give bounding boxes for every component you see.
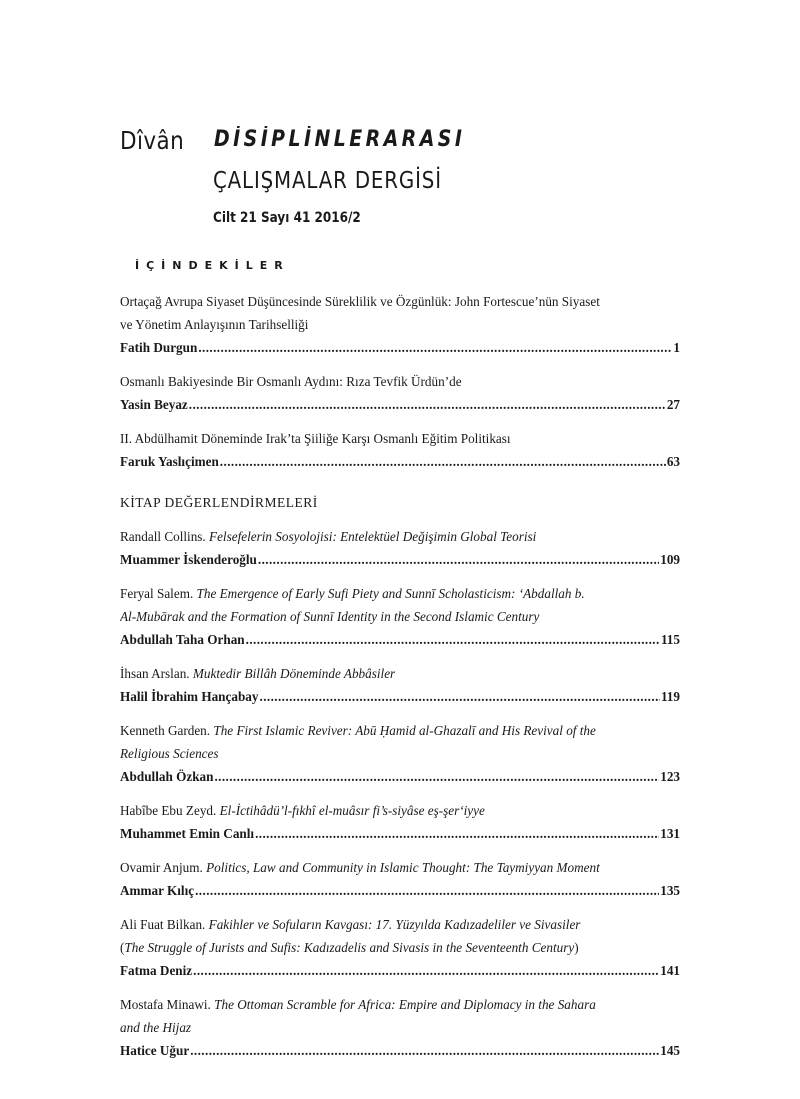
entry-title-line	[120, 719, 680, 742]
entry-author: Yasin Beyaz	[120, 397, 188, 412]
entry-author-row[interactable]	[120, 628, 680, 651]
entry-title-text: Habîbe Ebu Zeyd.	[120, 803, 220, 818]
entry-title-italic: and the Hijaz	[120, 1020, 192, 1035]
entry-author: Muammer İskenderoğlu	[120, 552, 257, 567]
entry-title-text: ve Yönetim Anlayışının Tarihselliği	[120, 317, 309, 332]
entry-title-line	[120, 799, 680, 822]
entry-title-italic: The Ottoman Scramble for Africa: Empire and Diplomacy in the Sahara	[214, 997, 596, 1012]
entry-title-text: Feryal Salem.	[120, 586, 197, 601]
entry-page-number: 141	[660, 963, 680, 978]
review-entry	[120, 525, 680, 571]
entry-author: Abdullah Taha Orhan	[120, 632, 245, 647]
entry-title-line	[120, 582, 680, 605]
entry-title-text: İhsan Arslan.	[120, 666, 193, 681]
entry-title-line	[120, 290, 680, 313]
entry-author: Halil İbrahim Hançabay	[120, 689, 259, 704]
entry-title-text: II. Abdülhamit Döneminde Irak’ta Şiiliğe Karşı Osmanlı Eğitim Politikası	[120, 431, 511, 446]
entry-title-text: (	[120, 940, 125, 955]
entry-author-row[interactable]	[120, 336, 680, 359]
leader-dots	[190, 1039, 659, 1062]
entry-page-number: 145	[660, 1043, 680, 1058]
entry-title-line	[120, 742, 680, 765]
entry-title-line	[120, 936, 680, 959]
entry-page-number: 63	[666, 454, 680, 469]
entry-page-number: 1	[673, 340, 680, 355]
review-entry	[120, 856, 680, 902]
leader-dots	[195, 879, 659, 902]
entry-title-line	[120, 370, 680, 393]
entry-title-line	[120, 913, 680, 936]
entry-author: Faruk Yaslıçimen	[120, 454, 219, 469]
entry-author-row[interactable]	[120, 393, 680, 416]
entry-title-italic: Religious Sciences	[120, 746, 219, 761]
reviews-list	[120, 525, 680, 1062]
issue-info: Cilt 21 Sayı 41 2016/2	[213, 210, 361, 226]
entry-author: Muhammet Emin Canlı	[120, 826, 255, 841]
entry-author: Fatih Durgun	[120, 340, 198, 355]
entry-author-row[interactable]	[120, 685, 680, 708]
leader-dots	[260, 685, 660, 708]
entry-title-text: Ovamir Anjum.	[120, 860, 207, 875]
entry-author: Abdullah Özkan	[120, 769, 214, 784]
review-entry	[120, 799, 680, 845]
article-entry	[120, 427, 680, 473]
entry-page-number: 115	[660, 632, 680, 647]
leader-dots	[255, 822, 659, 845]
entry-page-number: 109	[660, 552, 680, 567]
reviews-heading: KİTAP DEĞERLENDİRMELERİ	[120, 495, 318, 510]
entry-author-row[interactable]	[120, 822, 680, 845]
journal-brand: Dîvân	[120, 126, 185, 155]
entry-page-number: 27	[666, 397, 680, 412]
entry-title-line	[120, 605, 680, 628]
entry-page-number: 119	[660, 689, 680, 704]
entry-title-line	[120, 1016, 680, 1039]
leader-dots	[220, 450, 666, 473]
entry-title-line	[120, 525, 680, 548]
articles-list	[120, 290, 680, 473]
entry-author-row[interactable]	[120, 879, 680, 902]
entry-page-number: 135	[660, 883, 680, 898]
entry-author: Ammar Kılıç	[120, 883, 195, 898]
entry-title-text: Randall Collins.	[120, 529, 210, 544]
entry-author-row[interactable]	[120, 959, 680, 982]
entry-author: Hatice Uğur	[120, 1043, 190, 1058]
leader-dots	[246, 628, 660, 651]
article-entry	[120, 290, 680, 359]
entry-title-line	[120, 662, 680, 685]
entry-title-suffix: )	[574, 940, 579, 955]
leader-dots	[258, 548, 659, 571]
entry-author-row[interactable]	[120, 548, 680, 571]
entry-title-text: Kenneth Garden.	[120, 723, 214, 738]
entry-page-number: 123	[660, 769, 680, 784]
journal-title-line1: DİSİPLİNLERARASI	[214, 127, 466, 152]
leader-dots	[193, 959, 659, 982]
entry-author-row[interactable]	[120, 1039, 680, 1062]
leader-dots	[189, 393, 666, 416]
entry-page-number: 131	[660, 826, 680, 841]
entry-title-text: Ali Fuat Bilkan.	[120, 917, 209, 932]
table-of-contents	[120, 290, 680, 1073]
entry-title-italic: Politics, Law and Community in Islamic Thought: The Taymiyyan Moment	[206, 860, 600, 875]
entry-title-italic: Felsefelerin Sosyolojisi: Entelektüel Değişimin Global Teorisi	[209, 529, 537, 544]
entry-title-italic: The Emergence of Early Sufi Piety and Sunnī Scholasticism: ‘Abdallah b.	[196, 586, 585, 601]
entry-title-italic: The Struggle of Jurists and Sufis: Kadızadelis and Sivasis in the Seventeenth Century	[124, 940, 575, 955]
journal-title-line2: ÇALIŞMALAR DERGİSİ	[213, 168, 442, 194]
entry-title-italic: Fakihler ve Sofuların Kavgası: 17. Yüzyılda Kadızadeliler ve Sivasiler	[208, 917, 581, 932]
review-entry	[120, 719, 680, 788]
entry-title-text: Mostafa Minawi.	[120, 997, 215, 1012]
entry-title-line	[120, 856, 680, 879]
review-entry	[120, 662, 680, 708]
entry-title-italic: El-İctihâdü’l-fıkhî el-muâsır fi’s-siyâse eş-şer‘iyye	[219, 803, 485, 818]
review-entry	[120, 993, 680, 1062]
entry-title-line	[120, 313, 680, 336]
toc-heading: İÇİNDEKİLER	[135, 259, 290, 272]
entry-title-text: Osmanlı Bakiyesinde Bir Osmanlı Aydını: Rıza Tevfik Ürdün’de	[120, 374, 462, 389]
entry-title-text: Ortaçağ Avrupa Siyaset Düşüncesinde Süreklilik ve Özgünlük: John Fortescue’nün Siyaset	[120, 294, 600, 309]
article-entry	[120, 370, 680, 416]
entry-title-line	[120, 993, 680, 1016]
entry-author: Fatma Deniz	[120, 963, 193, 978]
entry-author-row[interactable]	[120, 765, 680, 788]
review-entry	[120, 582, 680, 651]
entry-title-italic: Muktedir Billâh Döneminde Abbâsiler	[192, 666, 396, 681]
entry-author-row[interactable]	[120, 450, 680, 473]
entry-title-line	[120, 427, 680, 450]
entry-title-italic: Al-Mubārak and the Formation of Sunnī Identity in the Second Islamic Century	[120, 609, 540, 624]
review-entry	[120, 913, 680, 982]
leader-dots	[214, 765, 659, 788]
entry-title-italic: The First Islamic Reviver: Abū Ḥamid al-Ghazalī and His Revival of the	[213, 723, 596, 738]
leader-dots	[198, 336, 672, 359]
